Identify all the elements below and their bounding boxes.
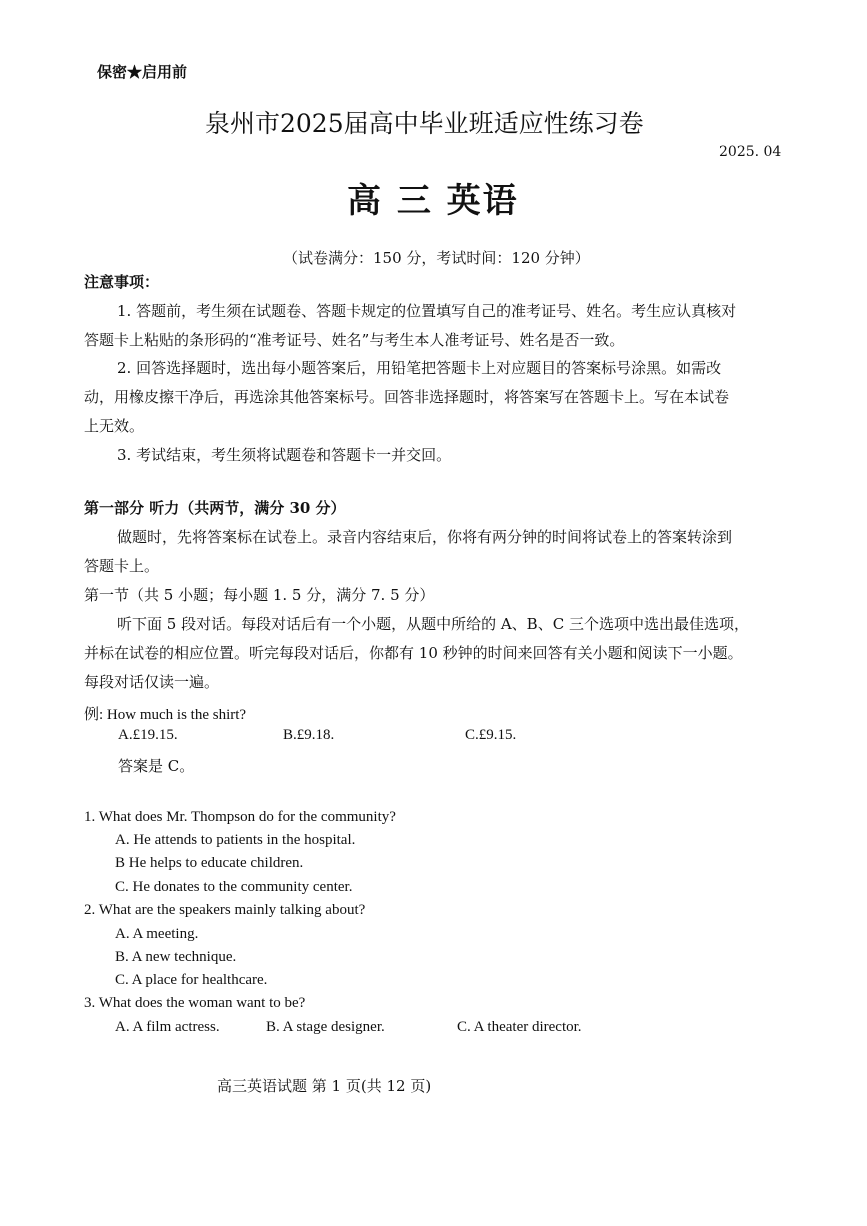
question-3: 3. What does the woman want to be? <box>84 995 306 1011</box>
example-question: 例: How much is the shirt? <box>84 707 247 723</box>
question-1-option-c: C. He donates to the community center. <box>115 879 353 895</box>
question-3-option-c: C. A theater director. <box>457 1019 582 1035</box>
question-1-option-a: A. He attends to patients in the hospital. <box>115 832 356 848</box>
exam-info: （试卷满分：150 分，考试时间：120 分钟） <box>283 249 590 267</box>
question-2-option-c: C. A place for healthcare. <box>115 972 268 988</box>
part1-intro-line2: 答题卡上。 <box>84 557 160 575</box>
question-2-option-a: A. A meeting. <box>115 926 199 942</box>
question-2-option-b: B. A new technique. <box>115 949 237 965</box>
example-answer: 答案是 C。 <box>118 757 195 775</box>
example-option-a: A.£19.15. <box>118 727 178 743</box>
question-2: 2. What are the speakers mainly talking about? <box>84 902 366 918</box>
confidential-label: 保密★启用前 <box>97 63 188 81</box>
question-1: 1. What does Mr. Thompson do for the community? <box>84 809 396 825</box>
notice-item2-line1: 2. 回答选择题时，选出每小题答案后，用铅笔把答题卡上对应题目的答案标号涂黑。如需改 <box>117 359 722 377</box>
page-footer: 高三英语试题 第 1 页(共 12 页) <box>217 1077 432 1095</box>
exam-title: 泉州市2025届高中毕业班适应性练习卷 <box>205 109 644 138</box>
part1-heading: 第一部分 听力（共两节，满分 30 分） <box>84 499 346 517</box>
section1-line2: 并标在试卷的相应位置。听完每段对话后，你都有 10 秒钟的时间来回答有关小题和阅读下一小题。 <box>84 644 743 662</box>
subject-title: 高 三 英语 <box>347 181 519 221</box>
section1-line1: 听下面 5 段对话。每段对话后有一个小题，从题中所给的 A、B、C 三个选项中选出最佳选项， <box>117 615 749 633</box>
notice-item2-line2: 动，用橡皮擦干净后，再选涂其他答案标号。回答非选择题时，将答案写在答题卡上。写在本试卷 <box>84 388 730 406</box>
section1-heading: 第一节（共 5 小题；每小题 1. 5 分，满分 7. 5 分） <box>84 586 435 604</box>
notice-item2-line3: 上无效。 <box>84 417 145 435</box>
question-3-option-b: B. A stage designer. <box>266 1019 385 1035</box>
notice-heading: 注意事项： <box>84 273 160 291</box>
exam-date: 2025. 04 <box>719 144 782 160</box>
question-1-option-b: B He helps to educate children. <box>115 855 304 871</box>
part1-intro-line1: 做题时，先将答案标在试卷上。录音内容结束后，你将有两分钟的时间将试卷上的答案转涂到 <box>117 528 733 546</box>
question-3-option-a: A. A film actress. <box>115 1019 220 1035</box>
notice-item3: 3. 考试结束，考生须将试题卷和答题卡一并交回。 <box>117 446 452 464</box>
example-option-c: C.£9.15. <box>465 727 517 743</box>
notice-item1-line1: 1. 答题前，考生须在试题卷、答题卡规定的位置填写自己的准考证号、姓名。考生应认真核对 <box>117 302 737 320</box>
notice-item1-line2: 答题卡上粘贴的条形码的“准考证号、姓名”与考生本人准考证号、姓名是否一致。 <box>84 331 625 349</box>
section1-line3: 每段对话仅读一遍。 <box>84 673 220 691</box>
example-option-b: B.£9.18. <box>283 727 335 743</box>
